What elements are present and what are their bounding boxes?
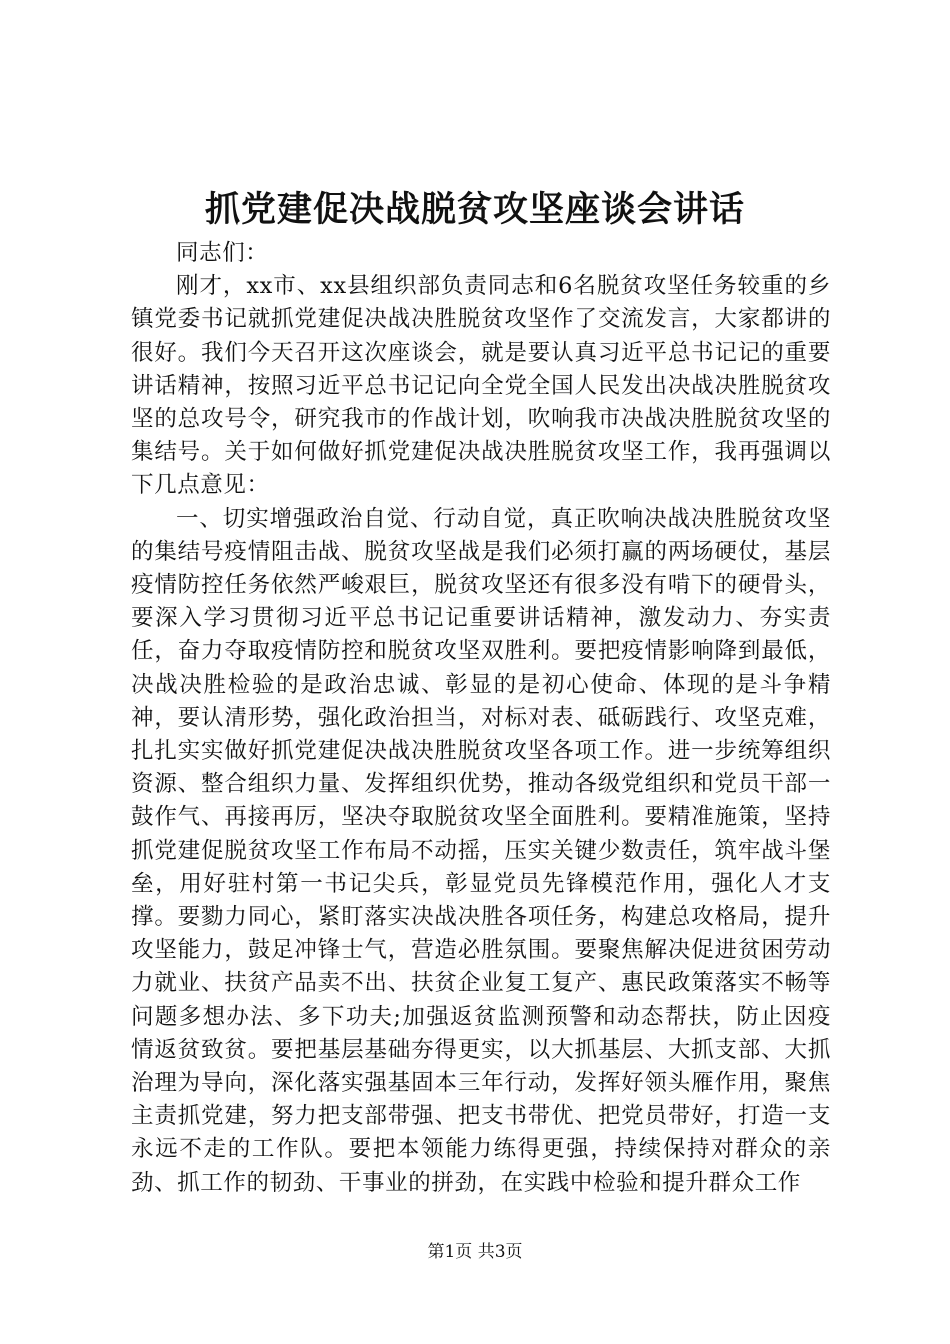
paragraph: 一、切实增强政治自觉、行动自觉，真正吹响决战决胜脱贫攻坚的集结号疫情阻击战、脱贫攻坚战是我们必须打赢的两场硬仗，基层疫情防控任务依然严峻艰巨，脱贫攻坚还有很多没有啃下的硬骨头，要深入学习贯彻习近平总书记记重要讲话精神，激发动力、夯实责任，奋力夺取疫情防控和脱贫攻坚双胜利。要把疫情影响降到最低，决战决胜检验的是政治忠诚、彰显的是初心使命、体现的是斗争精神，要认清形势，强化政治担当，对标对表、砥砺践行、攻坚克难，扎扎实实做好抓党建促决战决胜脱贫攻坚各项工作。进一步统筹组织资源、整合组织力量、发挥组织优势，推动各级党组织和党员干部一鼓作气、再接再厉，坚决夺取脱贫攻坚全面胜利。要精准施策，坚持抓党建促脱贫攻坚工作布局不动摇，压实关键少数责任，筑牢战斗堡垒，用好驻村第一书记尖兵，彰显党员先锋模范作用，强化人才支撑。要勠力同心，紧盯落实决战决胜各项任务，构建总攻格局，提升攻坚能力，鼓足冲锋士气，营造必胜氛围。要聚焦解决促进贫困劳动力就业、扶贫产品卖不出、扶贫企业复工复产、惠民政策落实不畅等问题多想办法、多下功夫;加强返贫监测预警和动态帮扶，防止因疫情返贫致贫。要把基层基础夯得更实，以大抓基层、大抓支部、大抓治理为导向，深化落实强基固本三年行动，发挥好领头雁作用，聚焦主责抓党建，努力把支部带强、把支书带优、把党员带好，打造一支永远不走的工作队。要把本领能力练得更强，持续保持对群众的亲劲、抓工作的韧劲、干事业的拼劲，在实践中检验和提升群众工作 [131, 505, 831, 1196]
paragraph: 刚才，xx市、xx县组织部负责同志和6名脱贫攻坚任务较重的乡镇党委书记就抓党建促决战决胜脱贫攻坚作了交流发言，大家都讲的很好。我们今天召开这次座谈会，就是要认真习近平总书记记的重要讲话精神，按照习近平总书记记向全党全国人民发出决战决胜脱贫攻坚的总攻号令，研究我市的作战计划，吹响我市决战决胜脱贫攻坚的集结号。关于如何做好抓党建促决战决胜脱贫攻坚工作，我再强调以下几点意见： [131, 273, 831, 499]
page-footer: 第1页 共3页 [427, 1242, 523, 1262]
document-body [131, 237, 831, 1200]
salutation: 同志们： [176, 240, 269, 266]
document-title: 抓党建促决战脱贫攻坚座谈会讲话 [204, 189, 745, 230]
